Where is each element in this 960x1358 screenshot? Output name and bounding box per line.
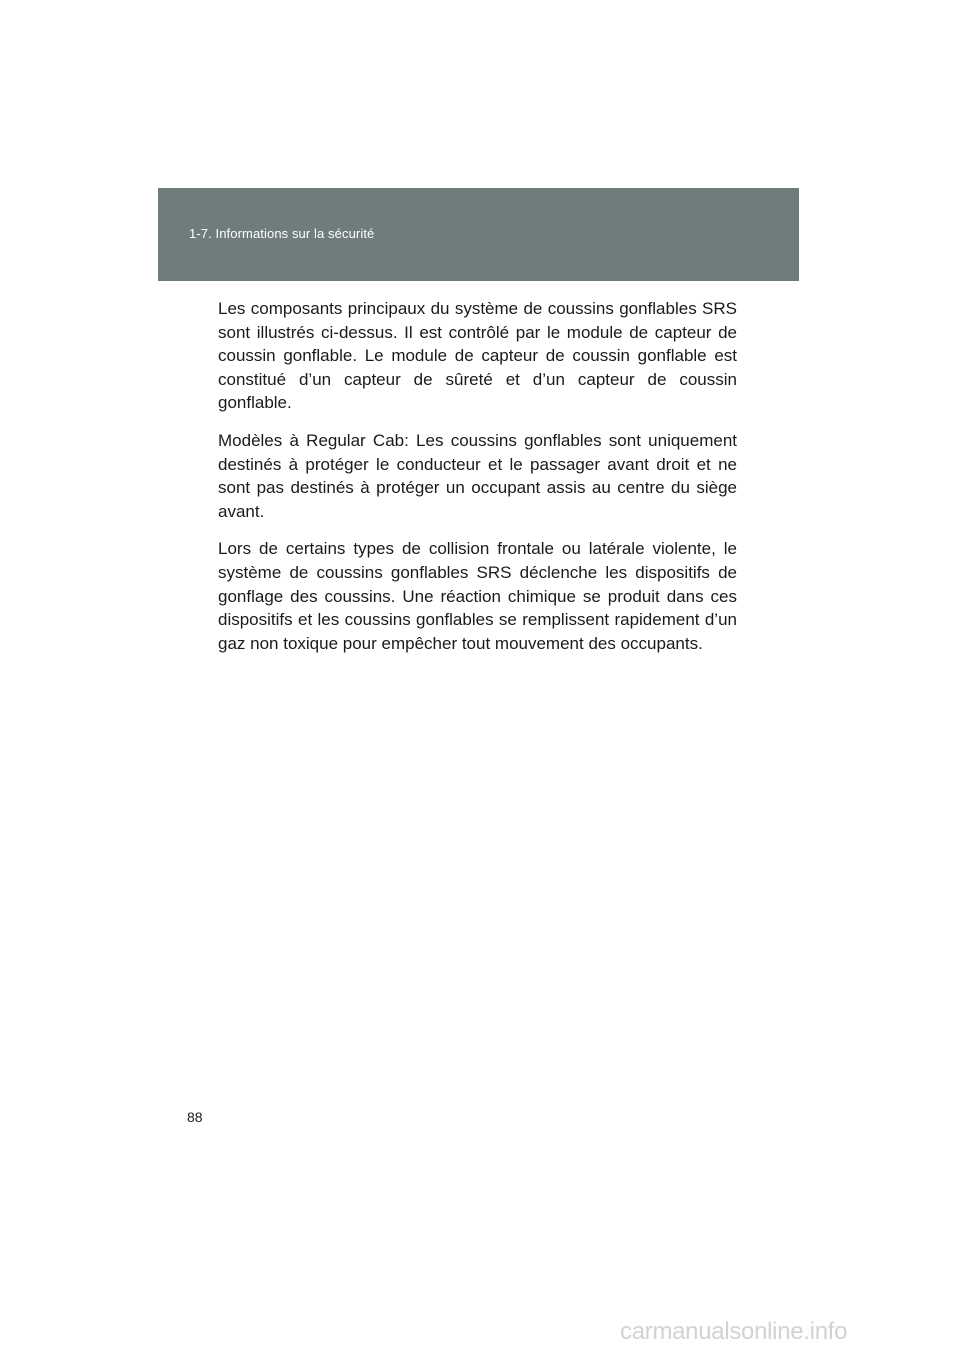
paragraph-collision: Lors de certains types de collision frontale ou latérale violente, le système de coussins gonflables SRS déclenche les dispositifs de gonflage des coussins. Une réaction chimique se produit dans ces dispositifs et les coussins gonflables se remplissent rapidement d’un gaz non toxique pour empêcher tout mouvement des occupants. — [218, 539, 737, 653]
section-header-band — [158, 188, 799, 281]
watermark: carmanualsonline.info — [620, 1318, 848, 1345]
paragraph-srs-components: Les composants principaux du système de coussins gonflables SRS sont illustrés ci-dessus. Il est contrôlé par le module de capteur de coussin gonflable. Le module de capteur de coussin gonflable est constitué d’un capteur de sûreté et d’un capteur de coussin gonflable. — [218, 299, 737, 413]
section-title: 1-7. Informations sur la sécurité — [189, 226, 375, 241]
paragraph-regular-cab: Modèles à Regular Cab: Les coussins gonflables sont uniquement destinés à protéger le conducteur et le passager avant droit et ne sont pas destinés à protéger un occupant assis au centre du siège avant. — [218, 430, 737, 521]
body-text — [218, 297, 737, 669]
page-number: 88 — [187, 1109, 203, 1125]
